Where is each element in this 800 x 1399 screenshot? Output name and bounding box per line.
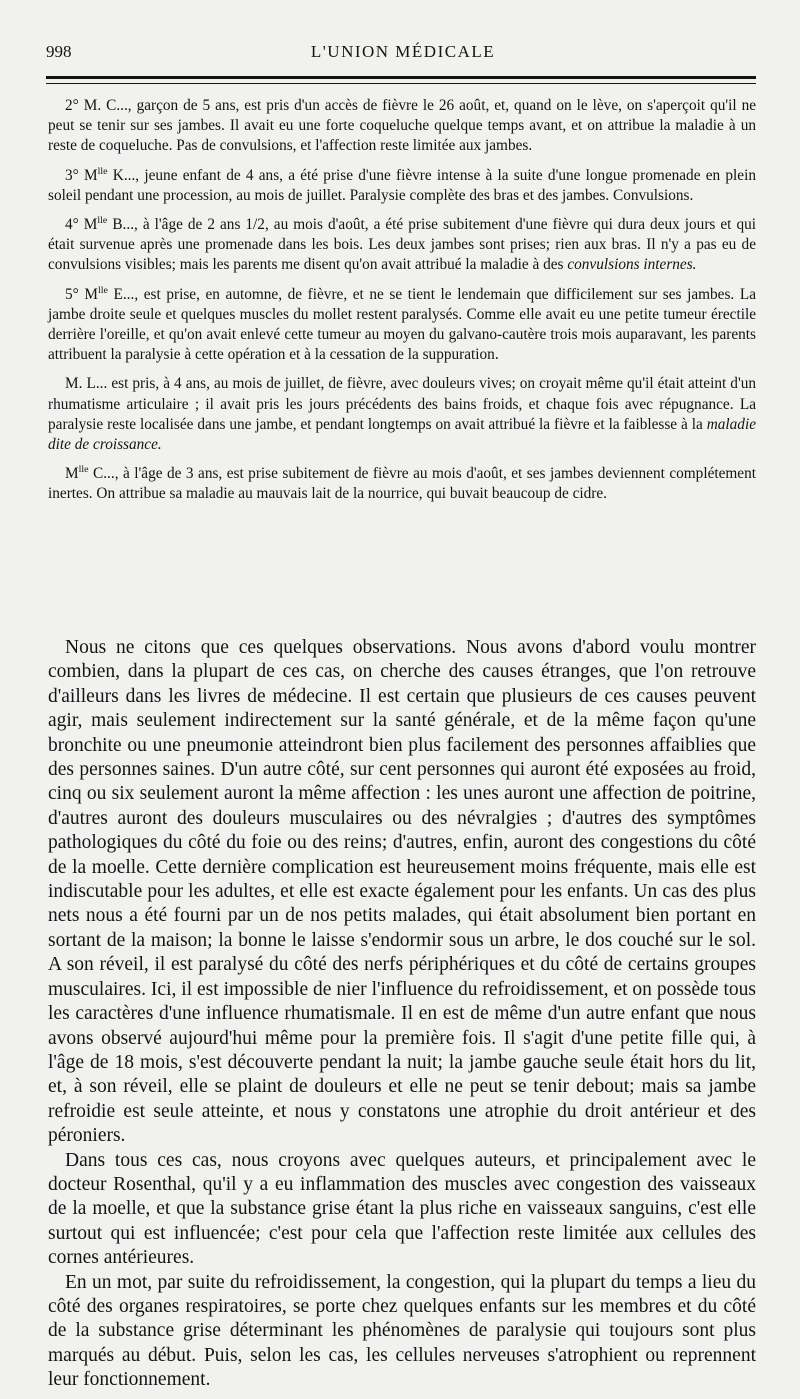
observation-5: 5° $M^{lle}$ E..., est prise, en automne, de fièvre, et ne se tient le lendemain que difficilement sur ses jambes. La jambe droite seule et quelques muscles du mollet restent paralysés. Comme elle avait eu une petite tumeur érectile derrière l'oreille, et qu'on avait enlevé cette tumeur au moyen du galvano-cautère trois mois auparavant, les parents attribuent la paralysie à cette opération et à la cessation de la suppuration. — [48, 284, 756, 364]
body-paragraph-1: Nous ne citons que ces quelques observations. Nous avons d'abord voulu montrer combien, dans la plupart de ces cas, on cherche des causes étranges, que l'on retrouve d'ailleurs dans les livres de médecine. Il est certain que plusieurs de ces causes peuvent agir, mais seulement indirectement sur la santé générale, et de la même façon qu'une bronchite ou une pneumonie atteindront bien plus facilement des personnes affaiblies que des personnes saines. D'un autre côté, sur cent personnes qui auront été exposées au froid, cinq ou six seulement auront la même affection : les unes auront une affection de poitrine, d'autres auront des douleurs musculaires ou des névralgies ; d'autres des symptômes pathologiques du côté du foie ou des reins; d'autres, enfin, auront des congestions du côté de la moelle. Cette dernière complication est heureusement moins fréquente, mais elle est indiscutable pour les adultes, et elle est exacte également pour les enfants. Un cas des plus nets nous a été fourni par un de nos petits malades, qui était absolument bien portant en sortant de la maison; la bonne le laisse s'endormir sous un arbre, le dos couché sur le sol. A son réveil, il est paralysé du côté des nerfs périphériques et du côté de certains groupes musculaires. Ici, il est impossible de nier l'influence du refroidissement, et on possède tous les caractères d'une influence rhumatismale. Il en est de même d'un autre enfant que nous avons observé aujourd'hui même pour la première fois. Il s'agit d'une petite fille qui, à l'âge de 18 mois, s'est découverte pendant la nuit; la jambe gauche seule était hors du lit, et, à son réveil, elle se plaint de douleurs et elle ne peut se tenir debout; mais sa jambe refroidie est seule atteinte, et nous y constatons une atrophie du droit antérieur et des péroniers. — [48, 637, 756, 1147]
body-paragraph-2: Dans tous ces cas, nous croyons avec quelques auteurs, et principalement avec le docteur Rosenthal, qu'il y a eu inflammation des muscles avec congestion des vaisseaux de la moelle, et que la substance grise étant la plus riche en vaisseaux sanguins, c'est elle surtout qui est influencée; c'est pour cela que l'affection reste limitée aux cellules des cornes antérieures. — [48, 1149, 756, 1269]
observation-ml: M. L... est pris, à 4 ans, au mois de juillet, de fièvre, avec douleurs vives; on croyait même qu'il était atteint d'un rhumatisme articulaire ; il avait pris les jours précédents des bains froids, et chaque fois avec répugnance. La paralysie reste localisée dans une jambe, et pendant longtemps on avait attribué la fièvre et la faiblesse à la maladie dite de croissance. — [48, 375, 756, 454]
observation-3: 3° $M^{lle}$ K..., jeune enfant de 4 ans, a été prise d'une fièvre intense à la suite d'une longue promenade en plein soleil pendant une procession, au mois de juillet. Paralysie complète des bras et des jambes. Convulsions. — [48, 165, 756, 204]
header-rule-thin — [46, 83, 756, 84]
page-number: 998 — [46, 42, 72, 61]
observation-4: 4° $M^{lle}$ B..., à l'âge de 2 ans 1/2, au mois d'août, a été prise subitement d'une fièvre qui dura deux jours et qui était survenue après une promenade dans les bois. Les deux jambes sont prises; rien aux bras. Il n'y a pas eu de convulsions visibles; mais les parents me disent qu'on avait attribué la maladie à des convulsions internes. — [48, 214, 756, 274]
observations-block — [48, 96, 756, 514]
journal-title: L'UNION MÉDICALE — [310, 42, 496, 61]
observation-2: 2° M. C..., garçon de 5 ans, est pris d'un accès de fièvre le 26 août, et, quand on le lève, on s'aperçoit qu'il ne peut se tenir sur ses jambes. Il avait eu une forte coqueluche quelque temps avant, et on attribue la maladie à un reste de coqueluche. Pas de convulsions, et l'affection reste limitée aux jambes. — [48, 97, 757, 155]
header-rule — [46, 76, 756, 79]
body-paragraph-3: En un mot, par suite du refroidissement, la congestion, qui la plupart du temps a lieu du côté des organes respiratoires, se porte chez quelques enfants sur les membres et du côté de la substance grise déterminant les phénomènes de paralysie qui toujours sont plus marqués au début. Puis, selon les cas, les cellules nerveuses s'atrophient ou reprennent leur fonctionnement. — [48, 1271, 756, 1391]
page-header — [46, 42, 760, 68]
body-text — [48, 636, 756, 1393]
observation-mlle-c: $M^{lle}$ C..., à l'âge de 3 ans, est prise subitement de fièvre au mois d'août, et ses jambes deviennent complétement inertes. On attribue sa maladie au mauvais lait de la nourrice, qui buvait beaucoup de cidre. — [48, 464, 756, 503]
